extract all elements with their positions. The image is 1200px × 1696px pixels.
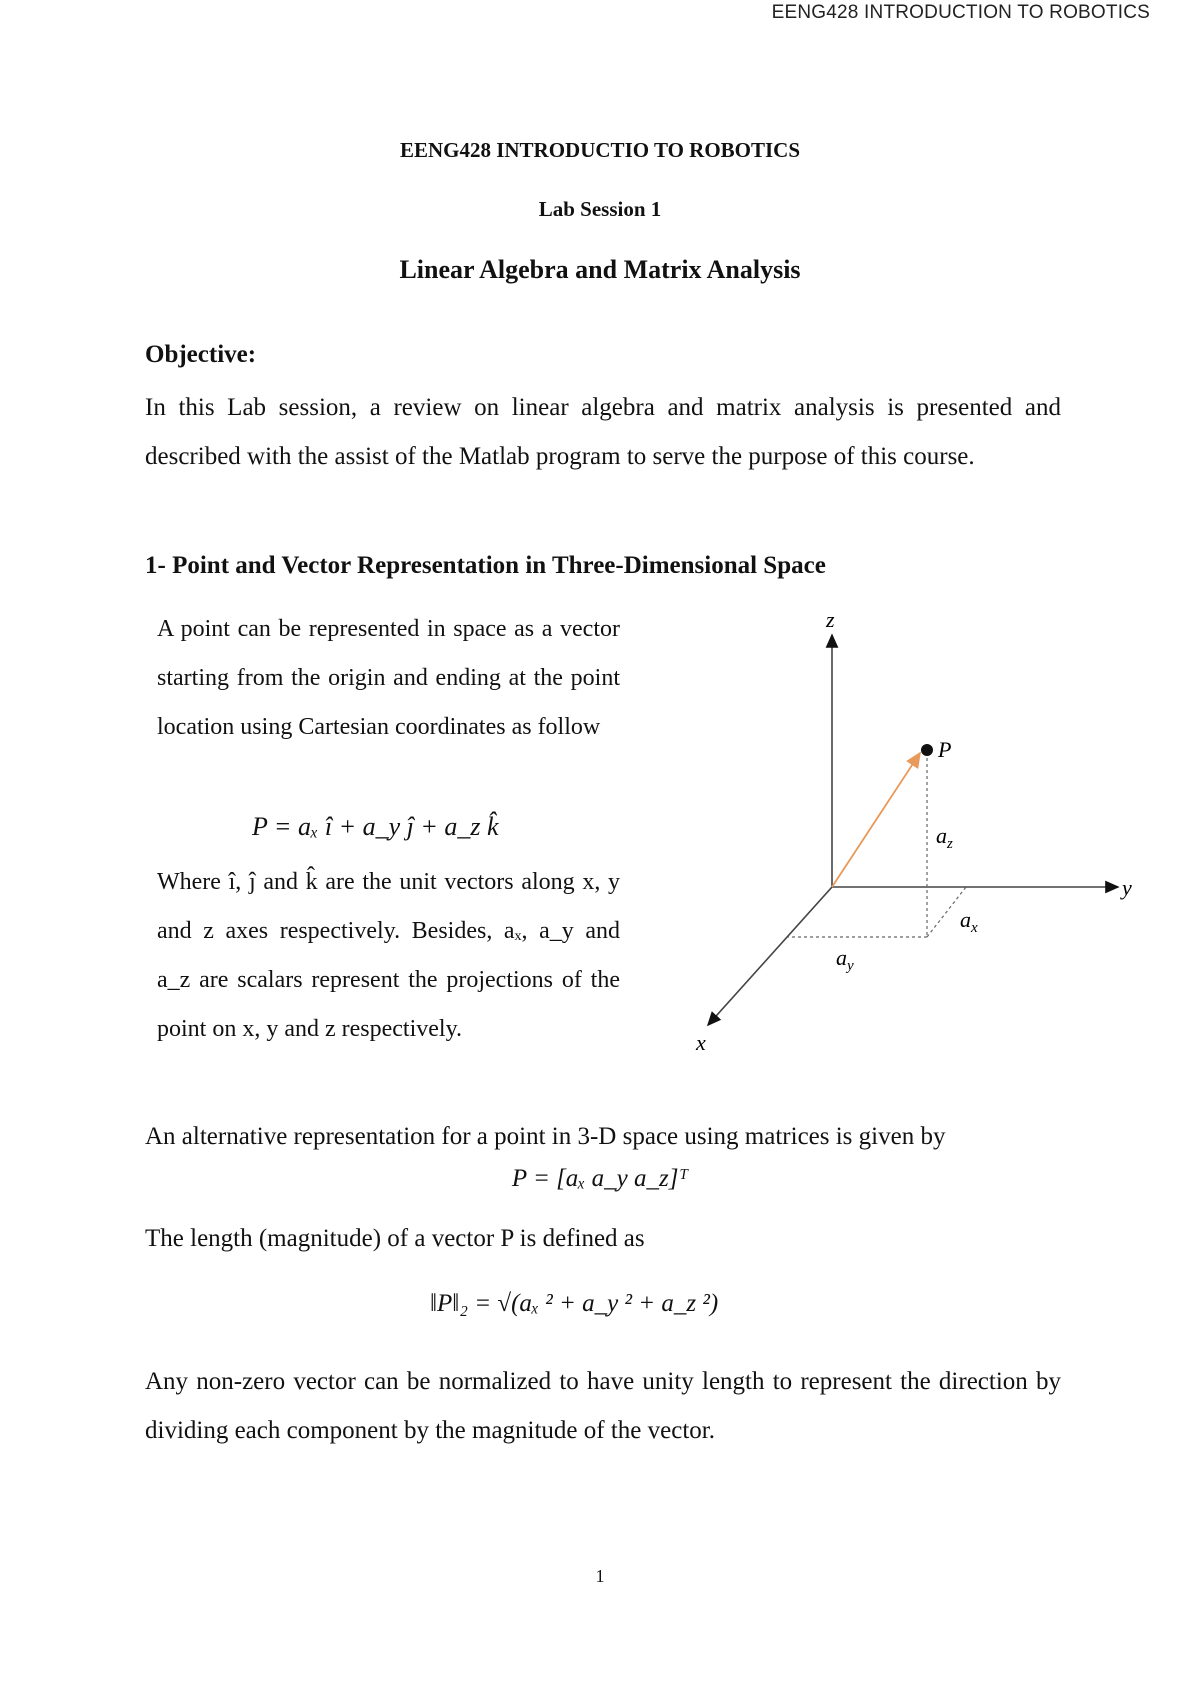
point-p-dot: [921, 744, 933, 756]
axis-y-label: y: [1122, 875, 1132, 900]
x-axis: [708, 887, 832, 1025]
axis-x-label: x: [696, 1030, 706, 1055]
cartesian-diagram: [680, 595, 1140, 1065]
unit-vector-paragraph: Where î, ĵ and k̂ are the unit vectors along x, y and z axes respectively. Besides, aₓ, a_y and a_z are scalars represent the projections of the point on x, y and z respectively.: [157, 869, 620, 1042]
objective-heading: Objective:: [145, 341, 257, 368]
point-p-label: P: [938, 737, 952, 762]
ax-label: $a_x$: [960, 907, 978, 936]
matrix-equation: P = [aₓ a_y a_z]ᵀ: [511, 1165, 689, 1192]
norm-equation: ‖P‖₂ = √(aₓ ² + a_y ² + a_z ²): [430, 1290, 719, 1317]
normalize-paragraph: Any non-zero vector can be normalized to have unity length to represent the direction by dividing each component by the magnitude of the vector.: [145, 1368, 1061, 1444]
axis-z-label: z: [826, 607, 835, 632]
point-intro-paragraph: A point can be represented in space as a vector starting from the origin and ending at the point location using Cartesian coordinates as follow: [157, 616, 620, 740]
session-title: Lab Session 1: [538, 197, 662, 221]
running-header: EENG428 INTRODUCTION TO ROBOTICS: [771, 2, 1150, 23]
alternative-paragraph: An alternative representation for a point in 3-D space using matrices is given by: [145, 1123, 946, 1150]
topic-title: Linear Algebra and Matrix Analysis: [399, 255, 801, 284]
az-label: $a_z$: [936, 823, 953, 852]
page-number: 1: [595, 1566, 605, 1586]
objective-paragraph: In this Lab session, a review on linear algebra and matrix analysis is presented and described with the assist of the Matlab program to serve the purpose of this course.: [145, 394, 1061, 470]
vector-equation: P = aₓ î + a_y ĵ + a_z k̂: [252, 812, 499, 841]
section-heading: 1- Point and Vector Representation in Three-Dimensional Space: [145, 552, 826, 579]
vector-p: [832, 753, 920, 887]
length-paragraph: The length (magnitude) of a vector P is defined as: [145, 1225, 645, 1252]
course-title: EENG428 INTRODUCTIO TO ROBOTICS: [399, 138, 801, 162]
ay-label: $a_y$: [836, 945, 854, 974]
